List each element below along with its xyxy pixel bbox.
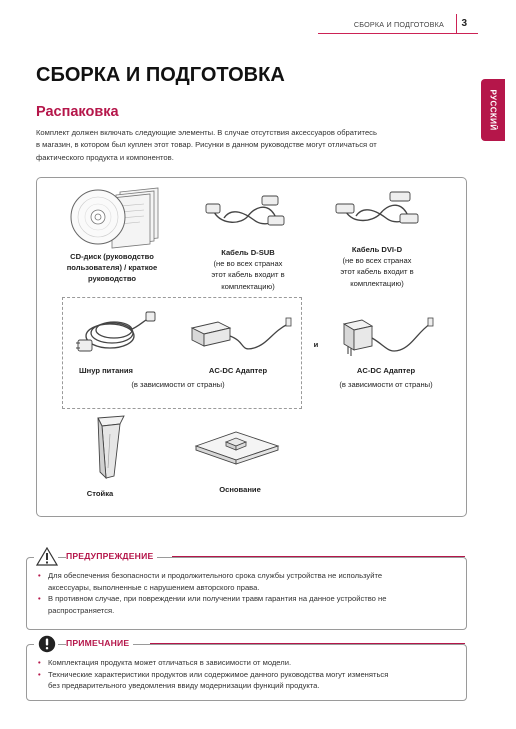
base-caption <box>200 484 280 495</box>
power-cord-illustration <box>74 306 158 356</box>
dvi-line: (не во всех странах <box>342 256 412 266</box>
page-title: СБОРКА И ПОДГОТОВКА <box>36 64 285 86</box>
warning-item-line: В противном случае, при повреждении или получении травм гарантия на данное устройство не <box>48 594 387 604</box>
page-number: 3 <box>461 18 467 29</box>
intro-line: Комплект должен включать следующие элементы. В случае отсутствия аксессуаров обратитесь <box>36 128 377 137</box>
intro-line: в магазин, в котором был куплен этот товар. Рисунки в данном руководстве могут отличаться от <box>36 140 377 150</box>
dvi-line: этот кабель входит в <box>340 267 414 277</box>
cd-caption-line: руководство <box>87 274 137 284</box>
base-illustration <box>190 424 282 468</box>
note-item-line: Комплектация продукта может отличаться в зависимости от модели. <box>48 658 292 667</box>
language-tab <box>481 79 505 141</box>
warning-item-line: Для обеспечения безопасности и продолжительного срока службы устройства не используйте <box>48 571 383 580</box>
warning-title: ПРЕДУПРЕЖДЕНИЕ <box>66 551 157 561</box>
note-item <box>38 657 458 669</box>
dsub-line: этот кабель входит в <box>211 270 285 280</box>
dsub-title: Кабель D-SUB <box>221 248 275 257</box>
adapter2-caption <box>346 365 426 376</box>
dvi-caption <box>320 244 434 289</box>
note-item <box>38 669 458 692</box>
note-exclamation-icon <box>38 635 56 653</box>
language-tab-label: РУССКИЙ <box>488 89 498 131</box>
stand-title: Стойка <box>86 489 114 498</box>
warning-triangle-icon <box>36 547 58 566</box>
header-rule <box>318 33 478 34</box>
dvi-title: Кабель DVI-D <box>351 245 403 254</box>
note-item-line: без предварительного уведомления ввиду модернизации функций продукта. <box>48 681 320 691</box>
dsub-caption <box>192 247 304 292</box>
note-title: ПРИМЕЧАНИЕ <box>66 638 133 648</box>
header-divider <box>456 14 457 33</box>
dsub-cable-illustration <box>202 190 292 232</box>
running-header-section: СБОРКА И ПОДГОТОВКА <box>353 20 444 29</box>
dvi-line: комплектацию) <box>350 278 404 288</box>
country-note-2: (в зависимости от страны) <box>339 380 433 389</box>
warning-item-line: аксессуары, выполненные с нарушением авторского права. <box>48 582 260 592</box>
stand-illustration <box>84 414 136 482</box>
adapter1-illustration <box>188 316 296 356</box>
adapter2-illustration <box>338 316 438 360</box>
warning-item-line: распространяется. <box>48 605 115 615</box>
cd-caption-line: CD-диск (руководство <box>70 252 154 261</box>
adapter1-caption <box>198 365 278 376</box>
note-item-line: Технические характеристики продуктов или содержимое данного руководства могут изменяться <box>48 669 389 679</box>
cd-caption <box>50 251 174 285</box>
adapter2-title: AC-DC Адаптер <box>356 366 416 375</box>
note-list <box>38 657 458 692</box>
country-note-1: (в зависимости от страны) <box>131 380 225 389</box>
warning-item <box>38 593 458 616</box>
warning-list <box>38 570 458 616</box>
dsub-line: (не во всех странах <box>213 259 283 269</box>
section-title: Распаковка <box>36 104 119 120</box>
stand-caption <box>72 488 128 499</box>
intro-paragraph <box>36 127 456 164</box>
note-title-rule <box>150 643 465 644</box>
warning-item <box>38 570 458 593</box>
adapter1-title: AC-DC Адаптер <box>208 366 268 375</box>
dsub-line: комплектацию) <box>221 281 275 291</box>
power-cord-title: Шнур питания <box>79 366 133 375</box>
and-connector: и <box>313 340 319 349</box>
power-cord-caption <box>66 365 146 376</box>
intro-line: фактического продукта и компонентов. <box>36 152 174 162</box>
dvi-cable-illustration <box>332 188 424 230</box>
warning-title-rule <box>172 556 465 557</box>
cd-caption-line: пользователя) / краткое <box>66 263 158 273</box>
cd-manual-illustration <box>68 186 168 250</box>
base-title: Основание <box>219 485 261 494</box>
